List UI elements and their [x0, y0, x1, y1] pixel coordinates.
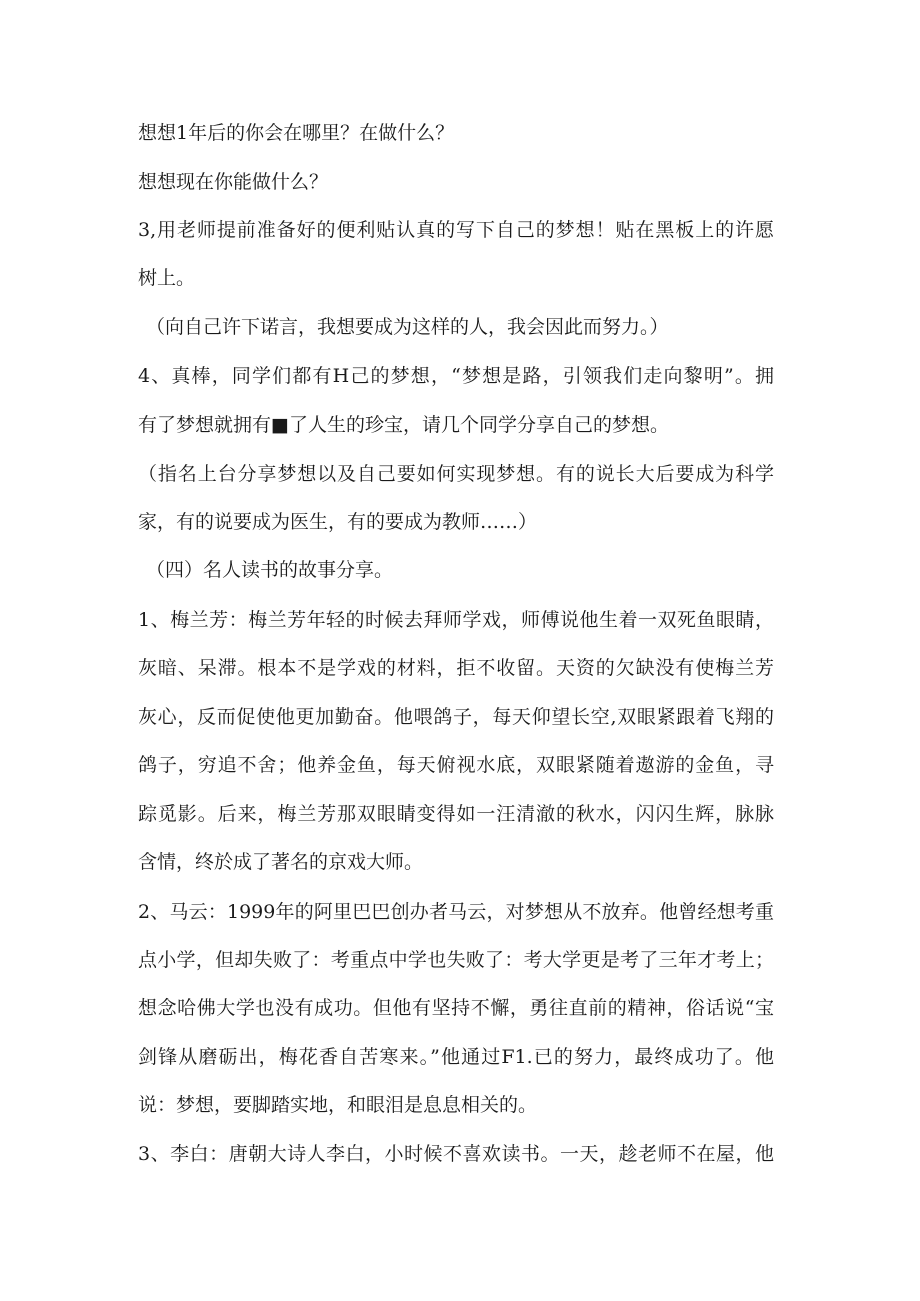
text-line: 灰暗、呆滞。根本不是学戏的材料，拒不收留。天资的欠缺没有使梅兰芳 [138, 657, 774, 679]
text-line: 4、真棒，同学们都有H己的梦想，“梦想是路，引领我们走向黎明”。拥 [138, 365, 774, 387]
text-line: 3,用老师提前准备好的便利贴认真的写下自己的梦想！贴在黑板上的许愿 [138, 219, 774, 241]
text-line: 1、梅兰芳：梅兰芳年轻的时候去拜师学戏，师傅说他生着一双死鱼眼睛， [138, 609, 774, 631]
section-heading: （四）名人读书的故事分享。 [146, 559, 394, 581]
text-line: （指名上台分享梦想以及自己要如何实现梦想。有的说长大后要成为科学 [138, 463, 774, 485]
text-line: 想念哈佛大学也没有成功。但他有坚持不懈，勇往直前的精神，俗话说“宝 [138, 997, 774, 1019]
text-line: 点小学，但却失败了：考重点中学也失败了：考大学更是考了三年才考上； [138, 949, 774, 971]
text-line: 家，有的说要成为医生，有的要成为教师……） [138, 511, 538, 533]
text-line: 2、马云：1999年的阿里巴巴创办者马云，对梦想从不放弃。他曾经想考重 [138, 901, 774, 923]
text-line: 剑锋从磨砺出，梅花香自苦寒来。”他通过F1.已的努力，最终成功了。他 [138, 1046, 774, 1068]
text-line: 含情，终於成了著名的京戏大师。 [138, 851, 424, 873]
text-line: 鸽子，穷追不舍；他养金鱼，每天俯视水底，双眼紧随着遨游的金鱼，寻 [138, 754, 774, 776]
text-line: 说：梦想，要脚踏实地，和眼泪是息息相关的。 [138, 1094, 538, 1116]
text-line: 3、李白：唐朝大诗人李白，小时候不喜欢读书。一天，趁老师不在屋，他 [138, 1143, 774, 1165]
text-line: 灰心，反而促使他更加勤奋。他喂鸽子，每天仰望长空,双眼紧跟着飞翔的 [138, 706, 774, 728]
text-line: 想想现在你能做什么？ [138, 171, 329, 193]
text-line: 有了梦想就拥有■了人生的珍宝，请几个同学分享自己的梦想。 [138, 414, 669, 436]
text-line: 踪觅影。后来，梅兰芳那双眼睛变得如一汪清澈的秋水，闪闪生辉，脉脉 [138, 803, 774, 825]
text-line: （向自己许下诺言，我想要成为这样的人，我会因此而努力。） [146, 316, 669, 338]
text-line: 想想1年后的你会在哪里？在做什么？ [138, 122, 455, 144]
text-line: 树上。 [138, 267, 196, 289]
